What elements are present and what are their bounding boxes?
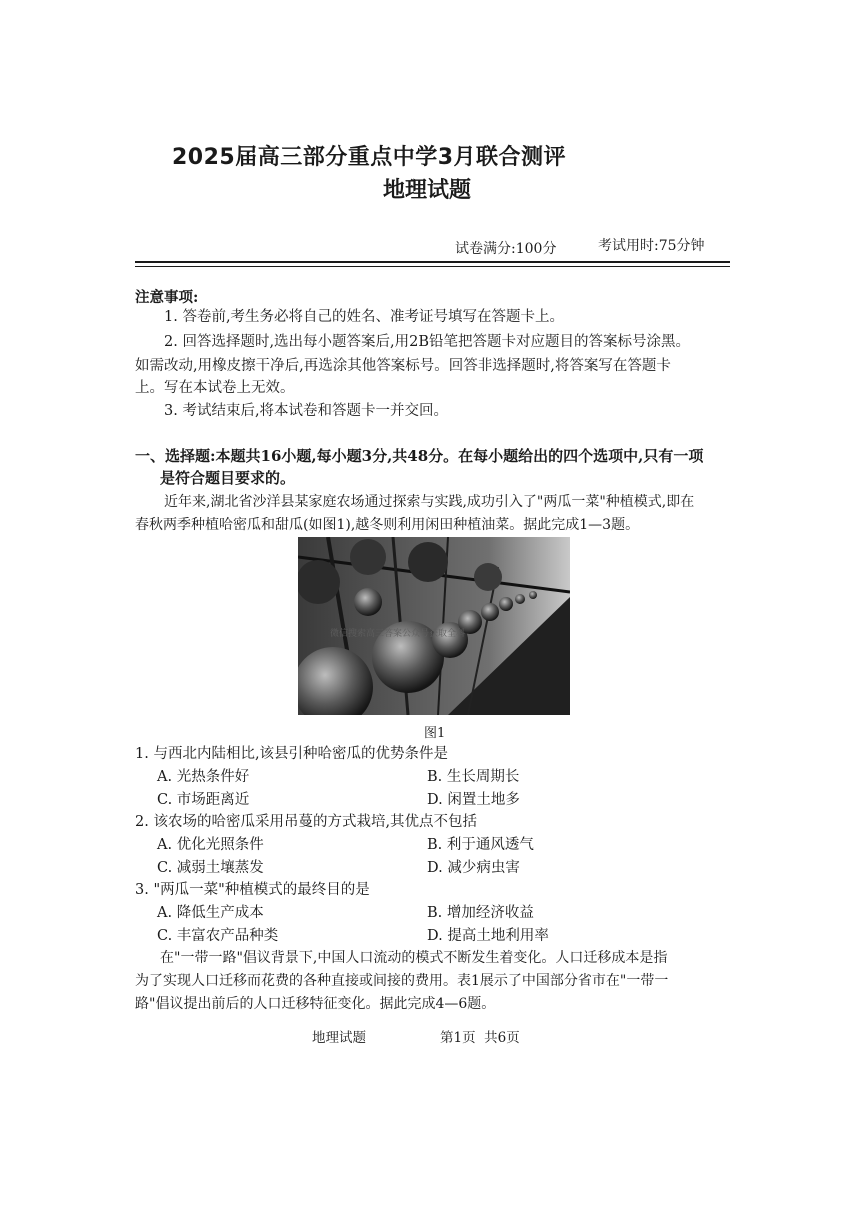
notice-item-2-cont: 如需改动,用橡皮擦干净后,再选涂其他答案标号。回答非选择题时,将答案写在答题卡: [135, 358, 671, 374]
question-2-option-c: C. 减弱土壤蒸发: [157, 860, 264, 876]
question-1-option-b: B. 生长周期长: [427, 769, 520, 785]
passage-2-end: 路"倡议提出前后的人口迁移特征变化。据此完成4—6题。: [135, 996, 496, 1012]
passage-1: 近年来,湖北省沙洋县某家庭农场通过探索与实践,成功引入了"两瓜一菜"种植模式,即在: [164, 494, 695, 510]
photo-watermark: 微信搜索高三答案公众号获取全科: [330, 629, 466, 639]
passage-2: 在"一带一路"倡议背景下,中国人口流动的模式不断发生着变化。人口迁移成本是指: [160, 950, 668, 966]
header-rule-thin: [135, 266, 730, 267]
full-score: 试卷满分:100分: [455, 241, 557, 257]
notice-item-3: 3. 考试结束后,将本试卷和答题卡一并交回。: [164, 403, 449, 419]
question-3-option-d: D. 提高土地利用率: [427, 928, 549, 944]
question-1-option-d: D. 闲置土地多: [427, 792, 520, 808]
question-1-option-a: A. 光热条件好: [157, 769, 250, 785]
question-2-option-b: B. 利于通风透气: [427, 837, 534, 853]
passage-2-cont: 为了实现人口迁移而花费的各种直接或间接的费用。表1展示了中国部分省市在"一带一: [135, 973, 669, 989]
section-heading: 一、选择题:本题共16小题,每小题3分,共48分。在每小题给出的四个选项中,只有一项: [135, 447, 704, 465]
question-3-option-b: B. 增加经济收益: [427, 905, 534, 921]
subject-title: 地理试题: [383, 178, 472, 203]
notice-item-2-end: 上。写在本试卷上无效。: [135, 380, 295, 396]
question-3-option-c: C. 丰富农产品种类: [157, 928, 279, 944]
figure-caption: 图1: [424, 726, 446, 741]
notice-item-1: 1. 答卷前,考生务必将自己的姓名、准考证号填写在答题卡上。: [164, 309, 565, 325]
exam-title: 2025届高三部分重点中学3月联合测评: [172, 145, 567, 170]
question-1-option-c: C. 市场距离近: [157, 792, 250, 808]
question-3-option-a: A. 降低生产成本: [157, 905, 264, 921]
exam-time: 考试用时:75分钟: [598, 238, 705, 254]
question-2-option-a: A. 优化光照条件: [157, 837, 264, 853]
question-3-stem: 3. "两瓜一菜"种植模式的最终目的是: [135, 882, 370, 898]
notice-heading: 注意事项:: [135, 289, 199, 306]
question-2-option-d: D. 减少病虫害: [427, 860, 520, 876]
question-2-stem: 2. 该农场的哈密瓜采用吊蔓的方式栽培,其优点不包括: [135, 814, 478, 830]
notice-item-2: 2. 回答选择题时,选出每小题答案后,用2B铅笔把答题卡对应题目的答案标号涂黑。: [164, 334, 691, 350]
footer-subject: 地理试题: [312, 1030, 366, 1046]
question-1-stem: 1. 与西北内陆相比,该县引种哈密瓜的优势条件是: [135, 746, 449, 762]
section-heading-cont: 是符合题目要求的。: [160, 469, 296, 487]
footer-page-number: 第1页 共6页: [440, 1030, 520, 1046]
passage-1-cont: 春秋两季种植哈密瓜和甜瓜(如图1),越冬则利用闲田种植油菜。据此完成1—3题。: [135, 517, 640, 533]
header-rule-thick: [135, 261, 730, 263]
